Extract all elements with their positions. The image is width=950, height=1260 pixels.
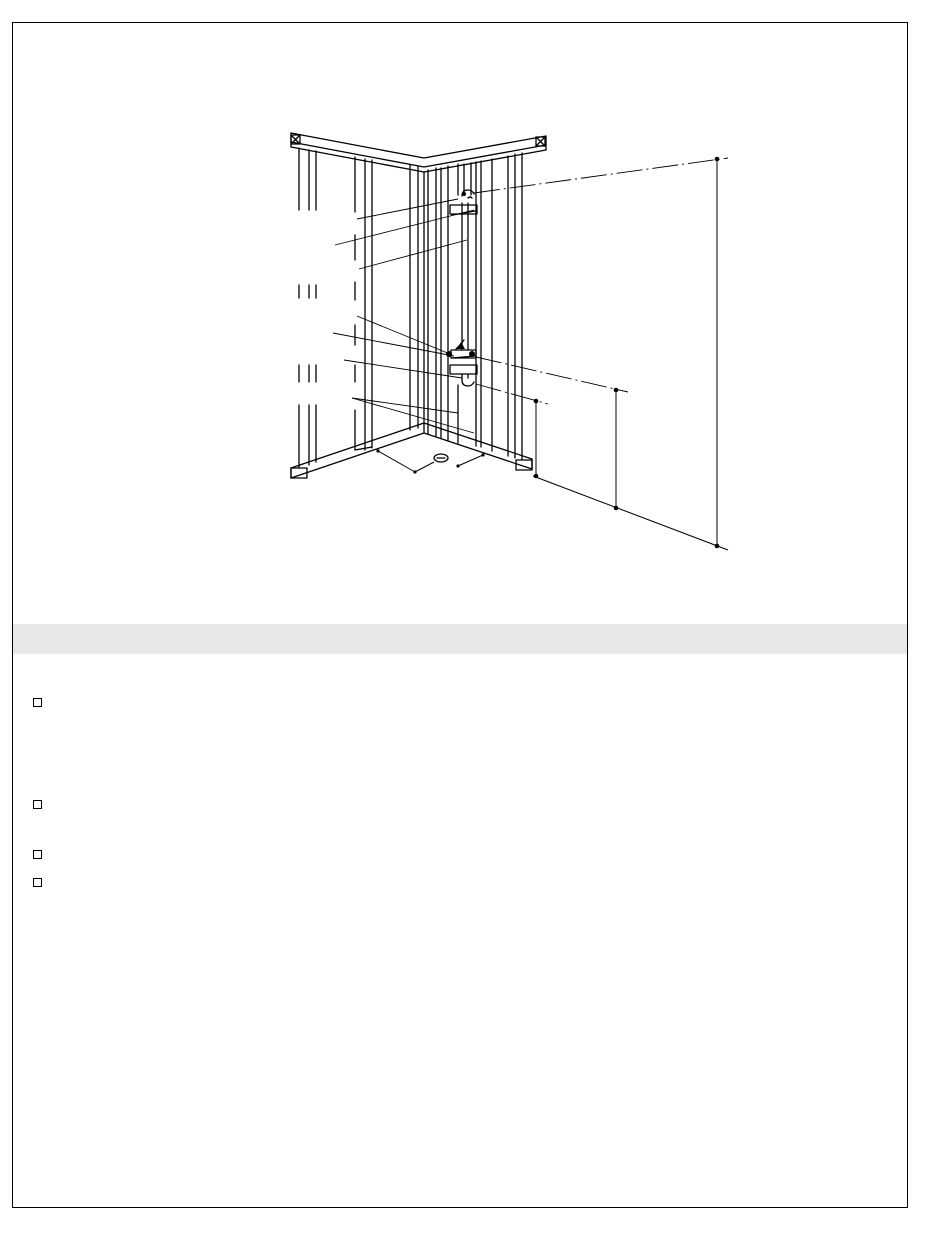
right-wall-studs [428,153,522,460]
section-header-band [13,624,907,654]
valve-fittings [446,192,475,357]
dimension-lines [378,159,728,550]
checklist-checkbox-4[interactable] [33,878,42,887]
extension-lines [474,158,728,404]
checklist-checkbox-2[interactable] [33,800,42,809]
callout-leaders [333,199,474,433]
checklist-checkbox-1[interactable] [33,698,42,707]
left-wall-studs [299,148,424,468]
checklist-checkbox-3[interactable] [33,850,42,859]
